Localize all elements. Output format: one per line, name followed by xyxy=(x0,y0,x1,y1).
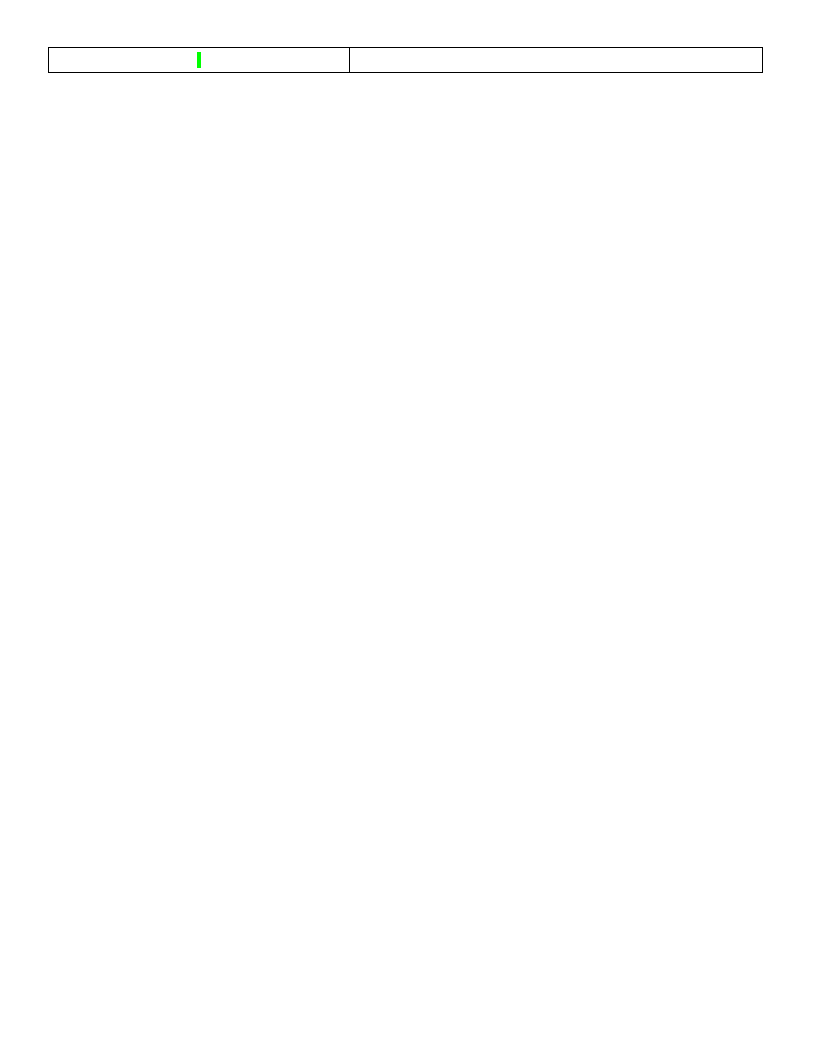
exam-page xyxy=(48,47,766,399)
exam-header xyxy=(48,47,763,73)
bar-chart xyxy=(148,75,714,395)
header-left-cell xyxy=(49,48,350,73)
exam-number-badge xyxy=(197,52,201,68)
header-right-cell xyxy=(350,48,763,73)
chart-container xyxy=(48,75,766,395)
